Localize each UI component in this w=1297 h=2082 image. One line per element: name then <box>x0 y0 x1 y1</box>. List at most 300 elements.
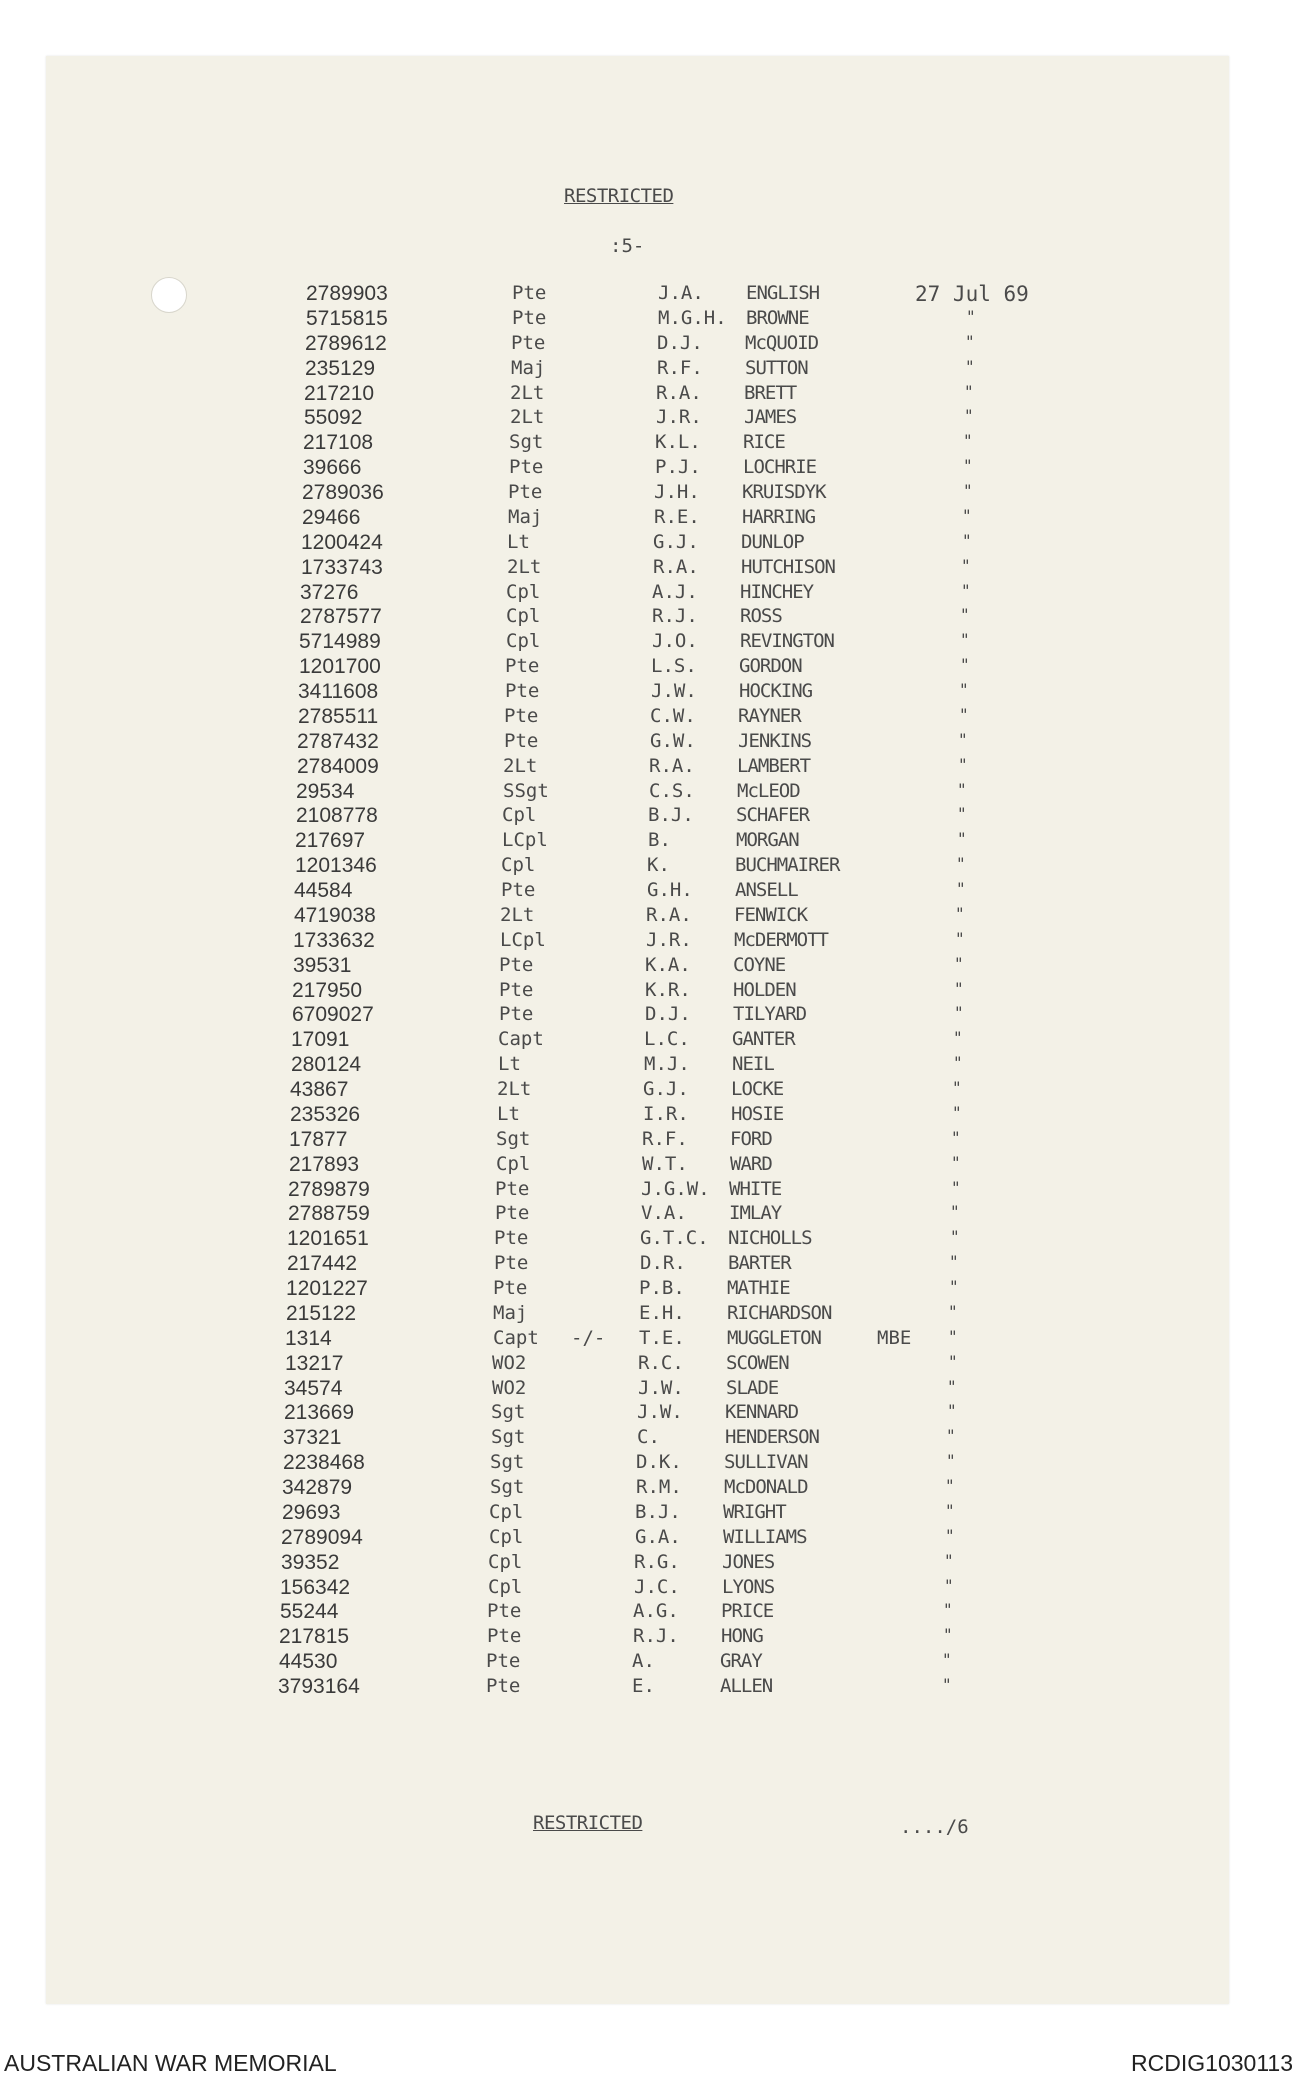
ditto-mark: " <box>955 904 965 923</box>
ditto-mark: " <box>945 1526 955 1545</box>
table-row <box>0 1576 1297 1601</box>
surname: PRICE <box>721 1600 774 1622</box>
ditto-mark: " <box>954 1003 964 1022</box>
service-number: 34574 <box>284 1377 343 1400</box>
service-number: 1201651 <box>287 1227 369 1250</box>
ditto-mark: " <box>965 357 975 376</box>
surname: BRETT <box>744 382 797 404</box>
initials: R.C. <box>638 1352 684 1374</box>
table-row <box>0 605 1297 630</box>
service-number: 1201346 <box>295 854 377 877</box>
footer-classification: RESTRICTED <box>533 1812 643 1834</box>
table-row <box>0 357 1297 382</box>
initials: J.W. <box>638 1377 684 1399</box>
table-row <box>0 829 1297 854</box>
surname: HONG <box>721 1625 763 1647</box>
ditto-mark: " <box>962 531 972 550</box>
table-row <box>0 1526 1297 1551</box>
ditto-mark: " <box>953 1053 963 1072</box>
ditto-mark: " <box>955 929 965 948</box>
rank: Capt <box>498 1028 544 1050</box>
ditto-mark: " <box>957 829 967 848</box>
table-row <box>0 1078 1297 1103</box>
table-row <box>0 282 1297 307</box>
surname: RAYNER <box>738 705 801 727</box>
table-row <box>0 804 1297 829</box>
ditto-mark: " <box>946 1451 956 1470</box>
surname: McQUOID <box>745 332 819 354</box>
surname: McDONALD <box>724 1476 808 1498</box>
service-number: 55244 <box>280 1600 339 1623</box>
ditto-mark: " <box>960 605 970 624</box>
rank: Capt <box>493 1327 539 1349</box>
ditto-mark: " <box>961 556 971 575</box>
table-row <box>0 431 1297 456</box>
archive-institution: AUSTRALIAN WAR MEMORIAL <box>4 2050 337 2076</box>
rank: Pte <box>487 1600 522 1622</box>
initials: G.T.C. <box>640 1227 709 1249</box>
table-row <box>0 1178 1297 1203</box>
initials: E.H. <box>639 1302 685 1324</box>
rank: Sgt <box>491 1426 526 1448</box>
rank: Cpl <box>506 630 541 652</box>
ditto-mark: " <box>964 382 974 401</box>
rank: Pte <box>501 879 536 901</box>
ditto-mark: " <box>966 307 976 326</box>
service-number: 5715815 <box>306 307 388 330</box>
archive-footer <box>0 2048 1297 2082</box>
rank: 2Lt <box>500 904 535 926</box>
initials: G.H. <box>647 879 693 901</box>
surname: KENNARD <box>725 1401 799 1423</box>
surname: MORGAN <box>736 829 799 851</box>
surname: SULLIVAN <box>724 1451 808 1473</box>
service-number: 39352 <box>281 1551 340 1574</box>
initials: C. <box>637 1426 660 1448</box>
initials: G.J. <box>643 1078 689 1100</box>
surname: DUNLOP <box>741 531 804 553</box>
ditto-mark: " <box>942 1675 952 1694</box>
service-number: 55092 <box>304 406 363 429</box>
service-number: 2789612 <box>305 332 387 355</box>
table-row <box>0 929 1297 954</box>
surname: ROSS <box>740 605 782 627</box>
initials: V.A. <box>641 1202 687 1224</box>
rank: Pte <box>499 954 534 976</box>
surname: COYNE <box>733 954 786 976</box>
rank: 2Lt <box>510 406 545 428</box>
service-number: 2789036 <box>302 481 384 504</box>
service-number: 37321 <box>283 1426 342 1449</box>
ditto-mark: " <box>945 1501 955 1520</box>
rank: Cpl <box>501 854 536 876</box>
table-row <box>0 1377 1297 1402</box>
ditto-mark: " <box>947 1377 957 1396</box>
initials: P.J. <box>655 456 701 478</box>
surname: SUTTON <box>745 357 808 379</box>
initials: M.G.H. <box>658 307 727 329</box>
initials: A.G. <box>633 1600 679 1622</box>
surname: BROWNE <box>746 307 809 329</box>
table-row <box>0 1003 1297 1028</box>
margin-mark: -/- <box>571 1327 606 1349</box>
ditto-mark: " <box>959 705 969 724</box>
initials: G.J. <box>653 531 699 553</box>
table-row <box>0 382 1297 407</box>
initials: K.L. <box>655 431 701 453</box>
ditto-mark: " <box>965 332 975 351</box>
rank: Pte <box>495 1202 530 1224</box>
surname: LYONS <box>722 1576 775 1598</box>
rank: SSgt <box>503 780 549 802</box>
rank: Pte <box>508 481 543 503</box>
initials: R.A. <box>653 556 699 578</box>
service-number: 217108 <box>303 431 374 454</box>
initials: P.B. <box>639 1277 685 1299</box>
service-number: 2789094 <box>281 1526 363 1549</box>
table-row <box>0 1153 1297 1178</box>
service-number: 1201700 <box>299 655 381 678</box>
initials: M.J. <box>644 1053 690 1075</box>
table-row <box>0 406 1297 431</box>
initials: R.E. <box>654 506 700 528</box>
service-number: 13217 <box>285 1352 344 1375</box>
initials: J.O. <box>652 630 698 652</box>
table-row <box>0 556 1297 581</box>
surname: BUCHMAIRER <box>735 854 840 876</box>
table-row <box>0 1252 1297 1277</box>
surname: FENWICK <box>734 904 808 926</box>
initials: I.R. <box>643 1103 689 1125</box>
surname: ENGLISH <box>746 282 820 304</box>
service-number: 39531 <box>293 954 352 977</box>
table-row <box>0 531 1297 556</box>
service-number: 217893 <box>289 1153 360 1176</box>
table-row <box>0 755 1297 780</box>
rank: Cpl <box>496 1153 531 1175</box>
surname: REVINGTON <box>740 630 834 652</box>
service-number: 217697 <box>295 829 366 852</box>
rank: Maj <box>511 357 546 379</box>
ditto-mark: " <box>946 1426 956 1445</box>
service-number: 2787432 <box>297 730 379 753</box>
table-row <box>0 1277 1297 1302</box>
ditto-mark: " <box>943 1625 953 1644</box>
rank: Cpl <box>489 1526 524 1548</box>
surname: HOSIE <box>731 1103 784 1125</box>
surname: SCOWEN <box>726 1352 789 1374</box>
initials: W.T. <box>642 1153 688 1175</box>
ditto-mark: " <box>957 804 967 823</box>
rank: Pte <box>486 1650 521 1672</box>
surname: McLEOD <box>737 780 800 802</box>
ditto-mark: " <box>942 1650 952 1669</box>
rank: Sgt <box>496 1128 531 1150</box>
surname: FORD <box>730 1128 772 1150</box>
table-row <box>0 1426 1297 1451</box>
rank: Pte <box>493 1277 528 1299</box>
ditto-mark: " <box>944 1576 954 1595</box>
date: 27 Jul 69 <box>915 282 1029 306</box>
rank: Cpl <box>502 804 537 826</box>
initials: K.R. <box>645 979 691 1001</box>
surname: McDERMOTT <box>734 929 828 951</box>
surname: HOCKING <box>739 680 813 702</box>
table-row <box>0 1501 1297 1526</box>
table-row <box>0 780 1297 805</box>
ditto-mark: " <box>951 1178 961 1197</box>
initials: A. <box>632 1650 655 1672</box>
service-number: 29466 <box>302 506 361 529</box>
service-number: 1733632 <box>293 929 375 952</box>
surname: HINCHEY <box>740 581 814 603</box>
surname: WILLIAMS <box>723 1526 807 1548</box>
initials: D.J. <box>645 1003 691 1025</box>
table-row <box>0 630 1297 655</box>
service-number: 44584 <box>294 879 353 902</box>
table-row <box>0 1600 1297 1625</box>
service-number: 217210 <box>304 382 375 405</box>
ditto-mark: " <box>948 1302 958 1321</box>
ditto-mark: " <box>945 1476 955 1495</box>
surname: GORDON <box>739 655 802 677</box>
service-number: 1200424 <box>301 531 383 554</box>
surname: WRIGHT <box>723 1501 786 1523</box>
surname: GANTER <box>732 1028 795 1050</box>
table-row <box>0 680 1297 705</box>
surname: ALLEN <box>720 1675 773 1697</box>
page-number: :5- <box>610 235 645 257</box>
surname: SLADE <box>726 1377 779 1399</box>
table-row <box>0 506 1297 531</box>
rank: 2Lt <box>497 1078 532 1100</box>
archive-reference: RCDIG1030113 <box>1131 2050 1293 2076</box>
table-row <box>0 1227 1297 1252</box>
table-row <box>0 1128 1297 1153</box>
rank: Pte <box>495 1178 530 1200</box>
table-row <box>0 332 1297 357</box>
ditto-mark: " <box>956 854 966 873</box>
rank: Sgt <box>490 1476 525 1498</box>
surname: ANSELL <box>735 879 798 901</box>
initials: T.E. <box>639 1327 685 1349</box>
rank: Lt <box>497 1103 520 1125</box>
initials: L.C. <box>644 1028 690 1050</box>
initials: J.A. <box>658 282 704 304</box>
table-row <box>0 705 1297 730</box>
service-number: 17091 <box>291 1028 350 1051</box>
rank: Pte <box>504 730 539 752</box>
initials: J.W. <box>651 680 697 702</box>
service-number: 39666 <box>303 456 362 479</box>
ditto-mark: " <box>949 1277 959 1296</box>
ditto-mark: " <box>951 1153 961 1172</box>
initials: B.J. <box>635 1501 681 1523</box>
rank: Pte <box>487 1625 522 1647</box>
service-number: 342879 <box>282 1476 353 1499</box>
ditto-mark: " <box>962 506 972 525</box>
ditto-mark: " <box>960 630 970 649</box>
service-number: 44530 <box>279 1650 338 1673</box>
surname: MUGGLETON <box>727 1327 821 1349</box>
initials: G.W. <box>650 730 696 752</box>
rank: Pte <box>505 680 540 702</box>
table-row <box>0 655 1297 680</box>
table-row <box>0 904 1297 929</box>
initials: E. <box>632 1675 655 1697</box>
initials: L.S. <box>651 655 697 677</box>
table-row <box>0 1650 1297 1675</box>
table-row <box>0 1551 1297 1576</box>
ditto-mark: " <box>948 1327 958 1346</box>
initials: B. <box>648 829 671 851</box>
table-row <box>0 1302 1297 1327</box>
service-number: 5714989 <box>299 630 381 653</box>
initials: R.A. <box>649 755 695 777</box>
initials: J.H. <box>654 481 700 503</box>
service-number: 17877 <box>289 1128 348 1151</box>
rank: Cpl <box>506 581 541 603</box>
surname: SCHAFER <box>736 804 810 826</box>
initials: K. <box>647 854 670 876</box>
initials: D.R. <box>640 1252 686 1274</box>
ditto-mark: " <box>943 1600 953 1619</box>
service-number: 1314 <box>285 1327 332 1350</box>
rank: Pte <box>494 1252 529 1274</box>
initials: D.J. <box>657 332 703 354</box>
surname: NEIL <box>732 1053 774 1075</box>
service-number: 37276 <box>300 581 359 604</box>
initials: J.C. <box>634 1576 680 1598</box>
table-row <box>0 1327 1297 1352</box>
rank: Lt <box>498 1053 521 1075</box>
surname: HOLDEN <box>733 979 796 1001</box>
ditto-mark: " <box>944 1551 954 1570</box>
surname: RICE <box>743 431 785 453</box>
initials: R.J. <box>652 605 698 627</box>
ditto-mark: " <box>958 730 968 749</box>
rank: Sgt <box>509 431 544 453</box>
surname: HUTCHISON <box>741 556 835 578</box>
surname: MATHIE <box>727 1277 790 1299</box>
service-number: 217950 <box>292 979 363 1002</box>
ditto-mark: " <box>948 1352 958 1371</box>
table-row <box>0 730 1297 755</box>
initials: C.W. <box>650 705 696 727</box>
service-number: 280124 <box>291 1053 362 1076</box>
table-row <box>0 879 1297 904</box>
ditto-mark: " <box>954 954 964 973</box>
ditto-mark: " <box>963 481 973 500</box>
table-row <box>0 1103 1297 1128</box>
service-number: 29693 <box>282 1501 341 1524</box>
service-number: 2784009 <box>297 755 379 778</box>
rank: Sgt <box>491 1401 526 1423</box>
rank: Pte <box>512 282 547 304</box>
rank: WO2 <box>492 1377 527 1399</box>
surname: KRUISDYK <box>742 481 826 503</box>
rank: Cpl <box>488 1551 523 1573</box>
rank: Pte <box>509 456 544 478</box>
header-classification: RESTRICTED <box>564 185 674 207</box>
honour: MBE <box>877 1327 912 1349</box>
surname: TILYARD <box>733 1003 807 1025</box>
rank: Pte <box>511 332 546 354</box>
ditto-mark: " <box>956 879 966 898</box>
service-number: 235129 <box>305 357 376 380</box>
ditto-mark: " <box>950 1202 960 1221</box>
rank: Maj <box>508 506 543 528</box>
service-number: 3411608 <box>298 680 379 703</box>
initials: R.F. <box>657 357 703 379</box>
initials: G.A. <box>635 1526 681 1548</box>
service-number: 217442 <box>287 1252 358 1275</box>
initials: A.J. <box>652 581 698 603</box>
rank: Pte <box>499 979 534 1001</box>
ditto-mark: " <box>961 581 971 600</box>
service-number: 215122 <box>286 1302 357 1325</box>
rank: Pte <box>512 307 547 329</box>
service-number: 1733743 <box>301 556 383 579</box>
rank: 2Lt <box>507 556 542 578</box>
ditto-mark: " <box>963 431 973 450</box>
surname: JAMES <box>744 406 797 428</box>
initials: R.A. <box>646 904 692 926</box>
ditto-mark: " <box>949 1252 959 1271</box>
rank: Sgt <box>490 1451 525 1473</box>
surname: LAMBERT <box>737 755 811 777</box>
rank: Cpl <box>489 1501 524 1523</box>
initials: D.K. <box>636 1451 682 1473</box>
ditto-mark: " <box>964 406 974 425</box>
table-row <box>0 1451 1297 1476</box>
initials: R.M. <box>636 1476 682 1498</box>
table-row <box>0 481 1297 506</box>
rank: Pte <box>504 705 539 727</box>
table-row <box>0 854 1297 879</box>
table-row <box>0 1352 1297 1377</box>
rank: Pte <box>494 1227 529 1249</box>
ditto-mark: " <box>947 1401 957 1420</box>
rank: 2Lt <box>503 755 538 777</box>
surname: HARRING <box>742 506 816 528</box>
table-row <box>0 1028 1297 1053</box>
initials: J.R. <box>646 929 692 951</box>
surname: WHITE <box>729 1178 782 1200</box>
service-number: 1201227 <box>286 1277 368 1300</box>
initials: K.A. <box>645 954 691 976</box>
service-number: 3793164 <box>278 1675 360 1698</box>
surname: LOCKE <box>731 1078 784 1100</box>
ditto-mark: " <box>953 1028 963 1047</box>
service-number: 43867 <box>290 1078 349 1101</box>
initials: J.G.W. <box>641 1178 710 1200</box>
rank: WO2 <box>492 1352 527 1374</box>
surname: WARD <box>730 1153 772 1175</box>
service-number: 235326 <box>290 1103 361 1126</box>
ditto-mark: " <box>952 1103 962 1122</box>
table-row <box>0 1401 1297 1426</box>
rank: Cpl <box>488 1576 523 1598</box>
rank: Pte <box>499 1003 534 1025</box>
service-number: 6709027 <box>292 1003 374 1026</box>
ditto-mark: " <box>960 655 970 674</box>
service-number: 156342 <box>280 1576 351 1599</box>
table-row <box>0 979 1297 1004</box>
rank: 2Lt <box>510 382 545 404</box>
table-row <box>0 954 1297 979</box>
initials: J.W. <box>637 1401 683 1423</box>
